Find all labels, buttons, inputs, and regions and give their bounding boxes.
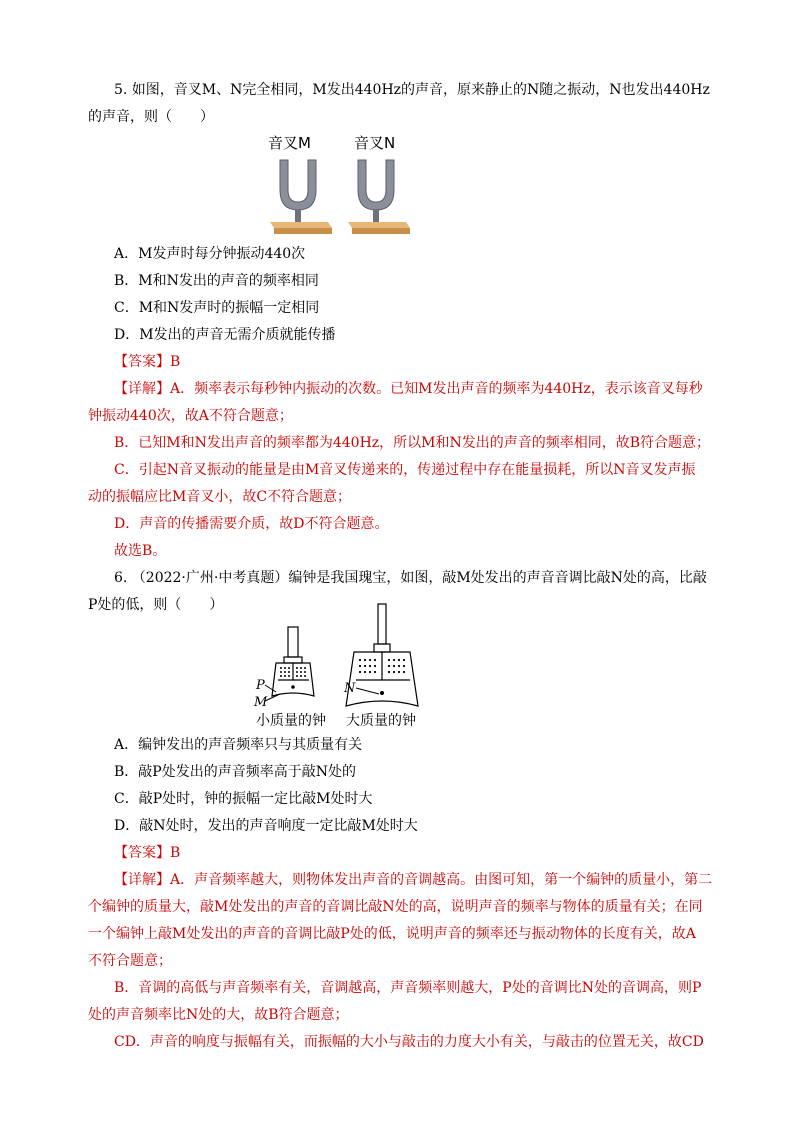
fork-m-label: 音叉M bbox=[268, 134, 311, 152]
q6-answer: 【答案】B bbox=[114, 845, 181, 861]
bell-figure bbox=[246, 600, 436, 732]
q5-option-d: D．M发出的声音无需介质就能传播 bbox=[114, 327, 336, 343]
q6-detail-line: B．音调的高低与声音频率有关，音调越高，声音频率则越大，P处的音调比N处的音调高，则P bbox=[114, 980, 702, 996]
q5-detail-line: 动的振幅应比M音叉小，故C不符合题意； bbox=[88, 489, 352, 505]
q5-detail-line: D．声音的传播需要介质，故D不符合题意。 bbox=[114, 516, 389, 532]
q5-detail-line: 【详解】A．频率表示每秒钟内振动的次数。已知M发出声音的频率为440Hz，表示该音叉每秒 bbox=[114, 381, 703, 397]
q6-option-a: A．编钟发出的声音频率只与其质量有关 bbox=[114, 737, 363, 753]
q6-detail-line: 不符合题意； bbox=[88, 953, 172, 969]
q6-detail-line: 【详解】A．声音频率越大，则物体发出声音的音调越高。由图可知，第一个编钟的质量小，第二 bbox=[114, 872, 713, 888]
q5-option-a: A．M发声时每分钟振动440次 bbox=[114, 246, 306, 262]
tuning-fork-figure bbox=[262, 130, 412, 238]
q5-detail-line: 故选B。 bbox=[114, 543, 167, 559]
q5-detail-line: B．已知M和N发出声音的频率都为440Hz，所以M和N发出的声音的频率相同，故B符合题意； bbox=[114, 435, 711, 451]
q6-detail-line: CD．声音的响度与振幅有关，而振幅的大小与敲击的力度大小有关，与敲击的位置无关，故CD bbox=[114, 1034, 704, 1050]
q5-stem-line2: 的声音，则（ ） bbox=[88, 109, 214, 125]
fork-n-label: 音叉N bbox=[354, 134, 396, 152]
q5-answer: 【答案】B bbox=[114, 354, 181, 370]
q6-option-c: C．敲P处时，钟的振幅一定比敲M处时大 bbox=[114, 791, 373, 807]
q5-option-b: B．M和N发出的声音的频率相同 bbox=[114, 273, 319, 289]
q6-stem-line1: 6. （2022·广州·中考真题）编钟是我国瑰宝，如图，敲M处发出的声音音调比敲N处的高，比敲 bbox=[114, 570, 707, 586]
q5-stem-line1: 5. 如图，音叉M、N完全相同，M发出440Hz的声音，原来静止的N随之振动，N也发出440Hz bbox=[114, 82, 710, 98]
q6-option-b: B．敲P处发出的声音频率高于敲N处的 bbox=[114, 764, 356, 780]
q5-detail-line: 钟振动440次，故A不符合题意； bbox=[88, 408, 293, 424]
q6-option-d: D．敲N处时，发出的声音响度一定比敲M处时大 bbox=[114, 818, 418, 834]
q6-detail-line: 个编钟的质量大，敲M处发出的声音的音调比敲N处的高，说明声音的频率与物体的质量有关；在同 bbox=[88, 899, 703, 915]
large-bell-caption: 大质量的钟 bbox=[346, 713, 416, 729]
q6-detail-line: 一个编钟上敲M处发出的声音的音调比敲P处的低，说明声音的频率还与振动物体的长度有关，故A bbox=[88, 926, 696, 942]
small-bell-caption: 小质量的钟 bbox=[256, 713, 326, 729]
label-p: P bbox=[256, 678, 265, 693]
label-m: M bbox=[254, 695, 268, 710]
q6-stem-line2: P处的低，则（ ） bbox=[88, 597, 224, 613]
q6-detail-line: 处的声音频率比N处的大，故B符合题意； bbox=[88, 1007, 349, 1023]
label-n: N bbox=[344, 681, 356, 696]
q5-option-c: C．M和N发声时的振幅一定相同 bbox=[114, 300, 320, 316]
q5-detail-line: C．引起N音叉振动的能量是由M音叉传递来的，传递过程中存在能量损耗，所以N音叉发声振 bbox=[114, 462, 696, 478]
